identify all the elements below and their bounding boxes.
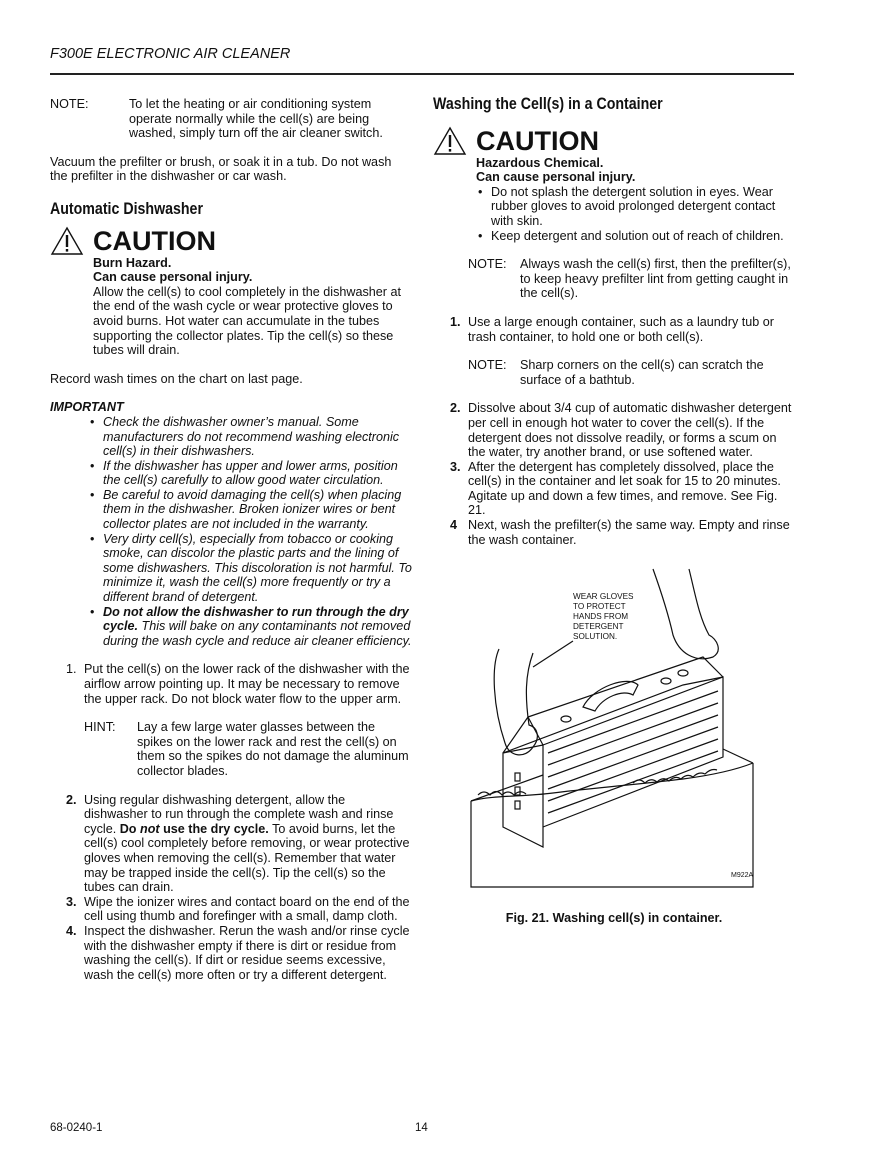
caution-title: CAUTION	[476, 125, 599, 156]
note-text: Sharp corners on the cell(s) can scratch the surface of a bathtub.	[520, 358, 764, 387]
caution-injury: Can cause personal injury.	[93, 270, 253, 285]
note-label: NOTE:	[468, 257, 507, 272]
callout-line: SOLUTION.	[573, 632, 618, 642]
caution-hazard: Burn Hazard.	[93, 255, 172, 270]
caution-title: CAUTION	[93, 225, 216, 256]
section-title-container: Washing the Cell(s) in a Container	[433, 95, 663, 113]
caution-bullet: • Do not splash the detergent solution in eyes. Wear rubber gloves to avoid prolonged detergent contact with skin.	[476, 185, 795, 229]
caution-burn	[50, 226, 412, 358]
step-2-rest: To avoid burns, let the cell(s) cool completely before removing, or wear protective gloves when removing the cell(s). Remember that water may be trapped inside the cell(s). Tip the cell(s) so the tubes can drain.	[84, 821, 410, 895]
step-2	[50, 793, 412, 895]
left-glove	[494, 649, 537, 755]
container-step-3	[433, 460, 795, 518]
hint-label: HINT:	[84, 720, 116, 735]
step-number: 4.	[66, 923, 77, 938]
note-wash-order	[433, 257, 795, 301]
record-paragraph: Record wash times on the chart on last page.	[50, 371, 303, 386]
step-text: Next, wash the prefilter(s) the same way. Empty and rinse the wash container.	[468, 518, 790, 547]
note-label: NOTE:	[468, 358, 507, 373]
step-2-not: not	[140, 821, 160, 836]
note-sharp-corners	[433, 358, 795, 387]
section-title-dishwasher: Automatic Dishwasher	[50, 199, 203, 218]
note-heating	[50, 97, 412, 141]
step-number: 1.	[450, 314, 461, 329]
hint	[50, 720, 412, 778]
step-text: Dissolve about 3/4 cup of automatic dishwasher detergent per cell in enough hot water to cover the cell(s). If the detergent does not dissolve readily, or forms a scum on the water, try another brand, or use softened water.	[468, 401, 792, 460]
step-text: After the detergent has completely dissolved, place the cell(s) in the container and let soak for 15 to 20 minutes. Agitate up and down a few times, and remove. See Fig. 21.	[468, 459, 781, 518]
step-text: Inspect the dishwasher. Rerun the wash and/or rinse cycle with the dishwasher empty if there is dirt or residue from washing the cell(s). If dirt or residue seems excessive, wash the cell(s) more often or try a different detergent.	[84, 923, 410, 982]
callout-line: TO PROTECT	[573, 602, 626, 612]
right-column	[433, 97, 795, 925]
figure-code: M922A	[731, 872, 754, 880]
page-header: F300E ELECTRONIC AIR CLEANER	[50, 46, 291, 62]
right-glove	[653, 569, 718, 659]
figure-21	[433, 557, 795, 925]
note-text: Always wash the cell(s) first, then the prefilter(s), to keep heavy prefilter lint from getting caught in the cell(s).	[520, 257, 791, 301]
warning-triangle-icon	[433, 126, 467, 156]
caution-hazard: Hazardous Chemical.	[476, 155, 604, 170]
step-number: 3.	[450, 459, 461, 474]
important-list	[88, 415, 412, 649]
note-text: To let the heating or air conditioning system operate normally while the cell(s) are being washed, simply turn off the air cleaner switch.	[129, 97, 383, 141]
dry-cycle-warning: Do not allow the dishwasher to run through the dry cycle.	[103, 604, 409, 634]
caution-body: Allow the cell(s) to cool completely in the dishwasher at the end of the wash cycle or wear protective gloves to avoid burns. Hot water can accumulate in the tubes supporting the collector plates. Tip the cell(s) so these tubes will drain.	[93, 284, 401, 358]
important-label: IMPORTANT	[50, 400, 124, 415]
caution-bullet: • Keep detergent and solution out of reach of children.	[476, 229, 795, 244]
container-step-1	[433, 315, 795, 344]
warning-triangle-icon	[50, 226, 84, 256]
container-outline	[471, 763, 753, 887]
header-rule	[50, 73, 794, 75]
figure-caption: Fig. 21. Washing cell(s) in container.	[505, 910, 723, 925]
step-number: 3.	[66, 894, 77, 909]
hint-text: Lay a few large water glasses between the spikes on the lower rack and rest the cell(s) on them so the spikes do not damage the aluminum collector blades.	[137, 720, 409, 778]
important-bullet: • If the dishwasher has upper and lower arms, position the cell(s) carefully to allow good water circulation.	[88, 459, 412, 488]
step-3	[50, 895, 412, 924]
footer-page-number: 14	[415, 1122, 428, 1134]
step-number: 1.	[66, 662, 77, 677]
callout-line: DETERGENT	[573, 622, 624, 632]
callout-line: HANDS FROM	[573, 612, 629, 622]
step-text	[84, 793, 412, 895]
step-number: 2.	[450, 401, 461, 416]
step-2-dry: use the dry cycle.	[159, 821, 269, 836]
footer-doc-number: 68-0240-1	[50, 1122, 103, 1134]
callout-line: WEAR GLOVES	[573, 592, 634, 602]
step-2-part: Using regular dishwashing detergent, allow the dishwasher to run through the complete wash and rinse cycle.	[84, 792, 394, 836]
vacuum-paragraph: Vacuum the prefilter or brush, or soak it in a tub. Do not wash the prefilter in the dishwasher or car wash.	[50, 154, 392, 184]
step-4	[50, 924, 412, 982]
step-text: Use a large enough container, such as a laundry tub or trash container, to hold one or both cell(s).	[468, 314, 774, 344]
step-number: 2.	[66, 792, 77, 807]
important-bullet: • Check the dishwasher owner’s manual. Some manufacturers do not recommend washing electronic cell(s) in their dishwashers.	[88, 415, 412, 459]
step-text: Put the cell(s) on the lower rack of the dishwasher with the airflow arrow pointing up. It may be necessary to remove the upper rack. Do not block water flow to the upper arm.	[84, 662, 410, 706]
dry-cycle-rest: This will bake on any contaminants not removed during the wash cycle and reduce air cleaner efficiency.	[103, 619, 412, 648]
step-number: 4	[450, 518, 458, 533]
caution-injury: Can cause personal injury.	[476, 170, 636, 185]
important-bullet: • Be careful to avoid damaging the cell(s) when placing them in the dishwasher. Broken ionizer wires or bent collector plates are not included in the warranty.	[88, 488, 412, 532]
note-label: NOTE:	[50, 97, 89, 111]
step-text: Wipe the ionizer wires and contact board on the end of the cell using thumb and forefinger with a small, damp cloth.	[84, 894, 410, 924]
step-1	[50, 662, 412, 706]
step-2-do: Do	[119, 821, 140, 836]
left-column	[50, 97, 412, 982]
washing-cell-illustration	[433, 557, 795, 897]
caution-chemical	[433, 126, 795, 244]
container-step-2	[433, 401, 795, 459]
important-bullet: • Very dirty cell(s), especially from tobacco or cooking smoke, can discolor the plastic parts and the lining of some dishwashers. This discoloration is not harmful. To minimize it, wash the cell(s) more frequently or try a different brand of detergent.	[88, 532, 412, 605]
important-bullet-dry-cycle	[88, 605, 412, 649]
container-step-4	[433, 518, 795, 547]
